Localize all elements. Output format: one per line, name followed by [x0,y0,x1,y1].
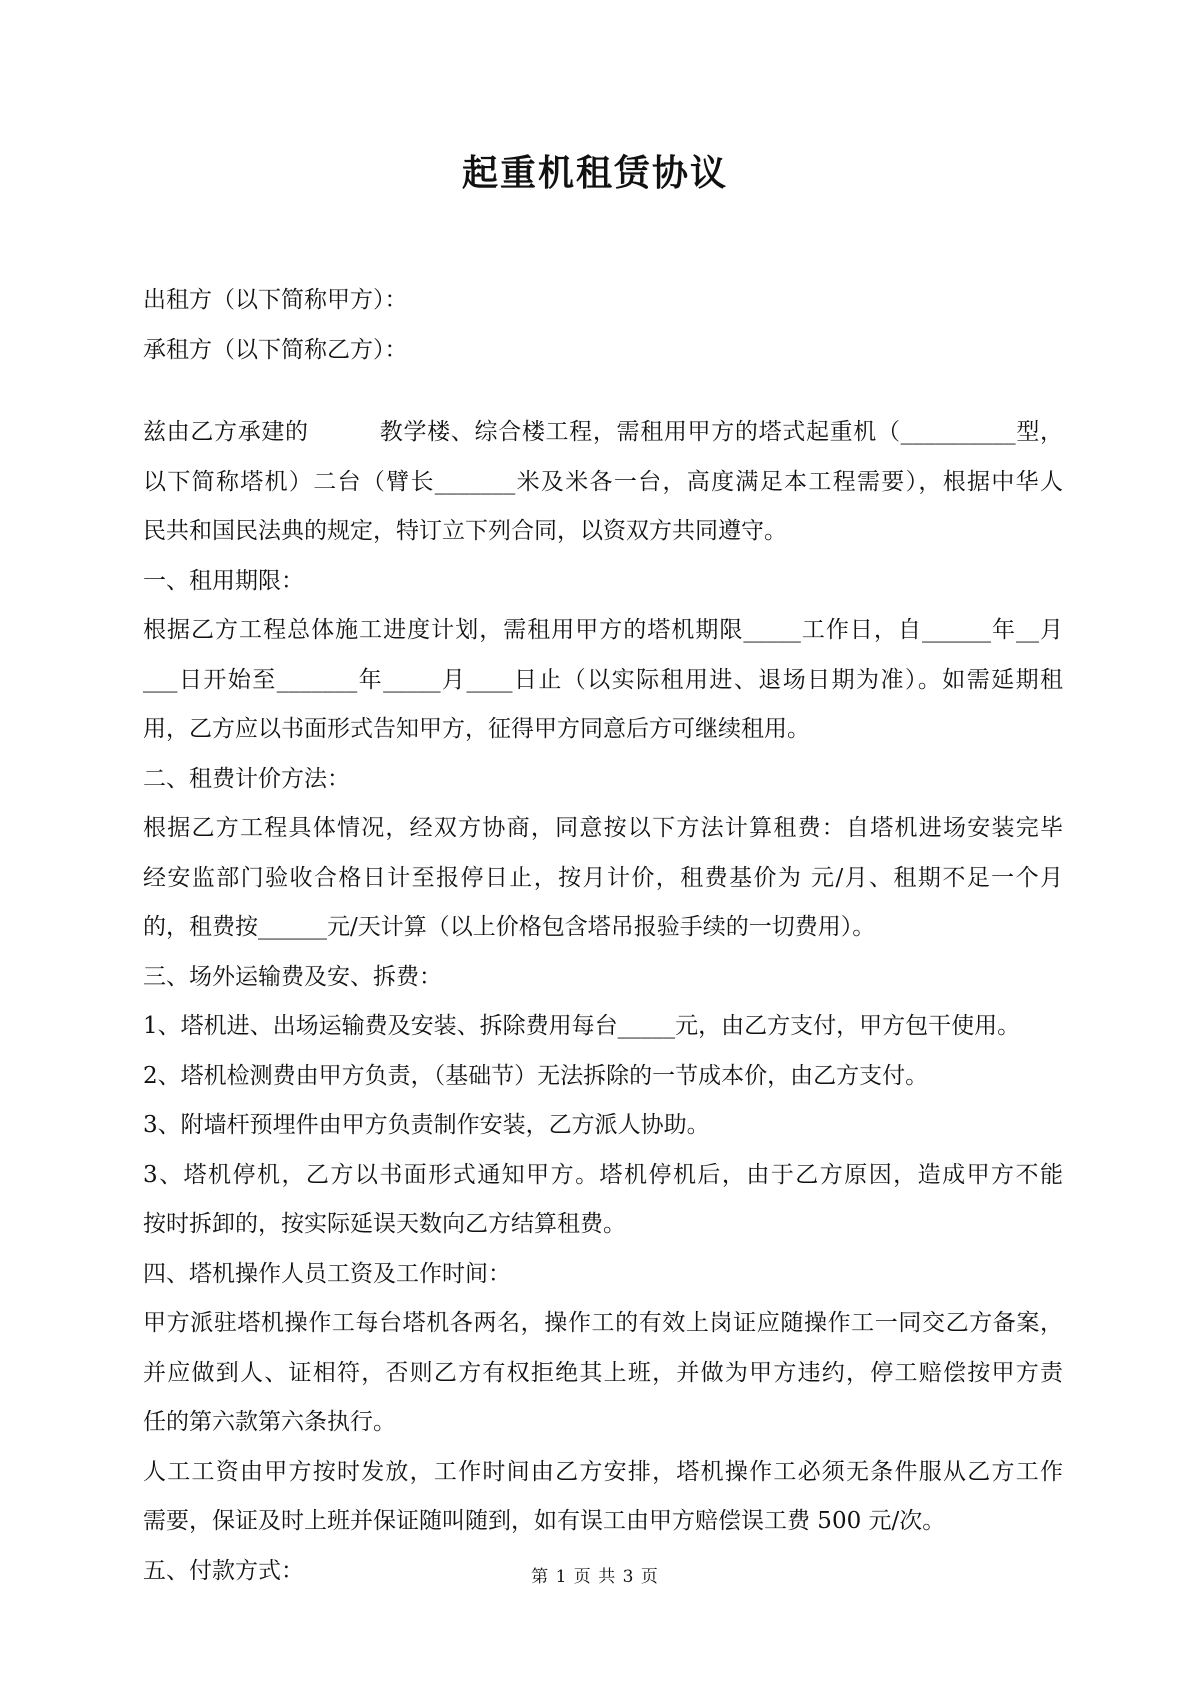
party-a-line: 出租方（以下简称甲方）： [143,287,408,313]
intro-line-3: 民共和国民法典的规定，特订立下列合同，以资双方共同遵守。 [143,518,787,544]
section-3-item-4-line-2: 按时拆卸的，按实际延误天数向乙方结算租费。 [143,1211,626,1237]
page-number-footer: 第 1 页 共 3 页 [531,1567,659,1587]
section-2-line-1: 根据乙方工程具体情况，经双方协商，同意按以下方法计算租费：自塔机进场安装完毕 [143,815,1063,841]
document-title: 起重机租赁协议 [461,152,728,194]
section-2-line-2: 经安监部门验收合格日计至报停日止，按月计价，租费基价为 元/月、租期不足一个月 [143,864,1063,891]
section-heading-5: 五、付款方式： [143,1557,304,1584]
section-4-line-1: 甲方派驻塔机操作工每台塔机各两名，操作工的有效上岗证应随操作工一同交乙方备案， [143,1310,1063,1336]
section-3-item-3: 3、附墙杆预埋件由甲方负责制作安装，乙方派人协助。 [143,1112,710,1138]
document-body [143,276,1063,1596]
section-3-item-2: 2、塔机检测费由甲方负责，（基础节）无法拆除的一节成本价，由乙方支付。 [143,1062,929,1089]
section-heading-1: 一、租用期限： [143,567,304,594]
section-heading-2: 二、租费计价方法： [143,765,350,792]
section-heading-3: 三、场外运输费及安、拆费： [143,963,442,990]
section-1-line-2: ___日开始至_______年_____月____日止（以实际租用进、退场日期为准）。如需延期租 [143,666,1063,693]
section-2-line-3: 的，租费按______元/天计算（以上价格包含塔吊报验手续的一切费用）。 [143,914,876,940]
section-4-line-3: 任的第六款第六条执行。 [143,1409,396,1435]
section-4-line-2: 并应做到人、证相符，否则乙方有权拒绝其上班，并做为甲方违约，停工赔偿按甲方责 [143,1359,1063,1386]
party-b-line: 承租方（以下简称乙方）： [143,336,408,363]
intro-line-2: 以下简称塔机）二台（臂长_______米及米各一台，高度满足本工程需要），根据中华人 [143,468,1063,495]
section-heading-4: 四、塔机操作人员工资及工作时间： [143,1260,511,1287]
section-1-line-3: 用，乙方应以书面形式告知甲方，征得甲方同意后方可继续租用。 [143,716,810,742]
section-3-item-4-line-1: 3、塔机停机，乙方以书面形式通知甲方。塔机停机后，由于乙方原因，造成甲方不能 [143,1161,1063,1188]
section-3-item-1: 1、塔机进、出场运输费及安装、拆除费用每台_____元，由乙方支付，甲方包干使用。 [143,1013,1021,1039]
paragraph-gap [143,375,1063,408]
intro-line-1: 兹由乙方承建的 教学楼、综合楼工程，需租用甲方的塔式起重机（__________型， [143,419,1063,445]
section-4-line-4: 人工工资由甲方按时发放，工作时间由乙方安排，塔机操作工必须无条件服从乙方工作 [143,1458,1063,1485]
section-1-line-1: 根据乙方工程总体施工进度计划，需租用甲方的塔机期限_____工作日，自______年__月 [143,617,1064,643]
section-4-line-5: 需要，保证及时上班并保证随叫随到，如有误工由甲方赔偿误工费 500 元/次。 [143,1508,946,1534]
